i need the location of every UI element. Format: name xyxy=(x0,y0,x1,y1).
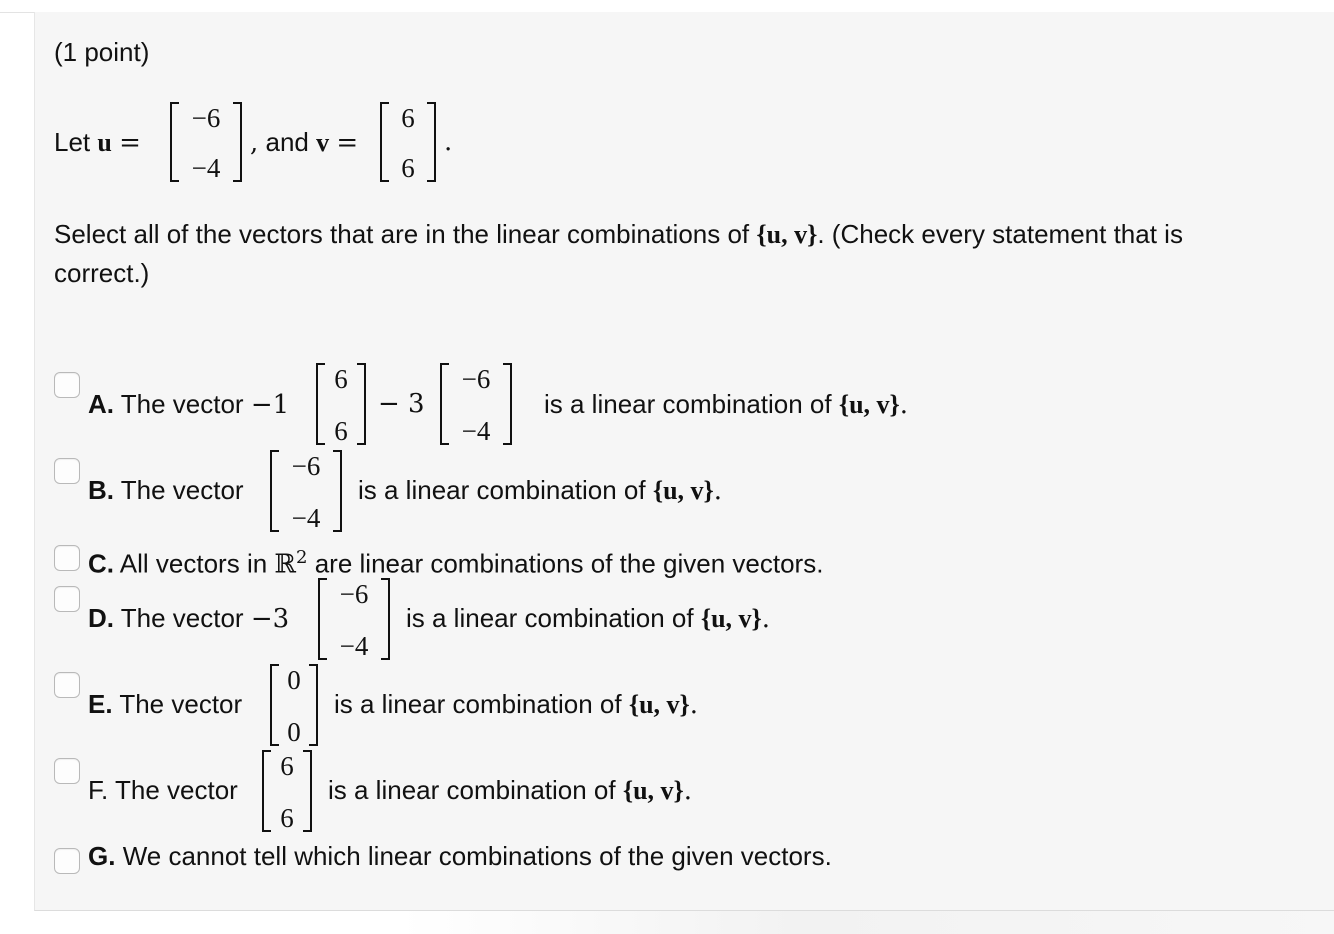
option-b-suffix-text: is a linear combination of xyxy=(358,475,646,505)
option-f-set: {u, v} xyxy=(622,776,684,805)
option-a-vector-2-entry-2: −4 xyxy=(461,416,491,446)
option-a-vector-1 xyxy=(316,363,366,445)
v-vector-entry-2: 6 xyxy=(401,153,415,183)
option-b-checkbox[interactable] xyxy=(54,458,80,484)
option-b-vector-entry-2: −4 xyxy=(291,503,321,533)
instruction-set: {u, v} xyxy=(756,220,818,249)
comma: , xyxy=(250,128,259,158)
option-e-checkbox[interactable] xyxy=(54,672,80,698)
u-symbol: u xyxy=(97,128,112,157)
page-footer-area xyxy=(0,911,1334,934)
option-a-suffix-text: is a linear combination of xyxy=(544,389,832,419)
points-label: (1 point) xyxy=(54,37,150,67)
u-vector-entry-2: −4 xyxy=(191,153,221,183)
option-e-vector-entry-1: 0 xyxy=(287,665,301,695)
option-g-statement: We cannot tell which linear combinations of the given vectors. xyxy=(122,841,832,871)
option-d-set: {u, v} xyxy=(700,604,762,633)
option-e-text: The vector xyxy=(119,689,243,719)
option-e-letter: E. xyxy=(88,689,113,719)
v-symbol: v xyxy=(316,128,330,157)
option-b-set: {u, v} xyxy=(652,476,714,505)
option-d-checkbox[interactable] xyxy=(54,586,80,612)
option-d-vector xyxy=(318,578,390,660)
option-f-prefix xyxy=(88,775,238,805)
option-d-end: . xyxy=(761,604,771,634)
u-vector xyxy=(170,102,242,182)
option-b-vector-entry-1: −6 xyxy=(291,451,321,481)
option-c-text xyxy=(88,543,823,580)
option-g-text xyxy=(88,841,832,871)
option-c-prefix: All vectors in xyxy=(119,548,268,579)
option-d-vector-entry-2: −4 xyxy=(339,631,369,661)
option-b-vector xyxy=(270,450,342,532)
option-d-suffix-text: is a linear combination of xyxy=(406,603,694,633)
option-a-letter: A. xyxy=(88,389,114,419)
option-c-suffix: are linear combinations of the given vectors. xyxy=(314,548,824,579)
option-a-vector-1-entry-2: 6 xyxy=(334,416,348,446)
option-e-prefix xyxy=(88,689,242,719)
option-d-coef: −3 xyxy=(250,604,290,634)
option-c-exponent: 2 xyxy=(296,547,308,568)
option-a-coef: −1 xyxy=(250,390,290,420)
option-b-prefix xyxy=(88,475,244,505)
v-vector-entry-1: 6 xyxy=(401,103,415,133)
option-f-checkbox[interactable] xyxy=(54,758,80,784)
option-f-vector-entry-2: 6 xyxy=(280,803,294,833)
and-word: and xyxy=(265,127,309,157)
instruction-line-1 xyxy=(54,219,1183,250)
option-a-vector-1-entry-1: 6 xyxy=(334,364,348,394)
equals-sign: = xyxy=(119,128,141,158)
and-text xyxy=(250,127,358,158)
let-word: Let xyxy=(54,127,91,157)
option-g-checkbox[interactable] xyxy=(54,848,80,874)
option-a-end: . xyxy=(899,390,909,420)
option-a-suffix xyxy=(544,389,908,420)
option-d-vector-entry-1: −6 xyxy=(339,579,369,609)
option-e-vector xyxy=(270,664,318,746)
option-f-end: . xyxy=(683,776,693,806)
option-b-text: The vector xyxy=(120,475,244,505)
u-vector-entry-1: −6 xyxy=(191,103,221,133)
let-text xyxy=(54,127,141,158)
option-f-letter: F. xyxy=(88,775,109,805)
option-d-text: The vector xyxy=(120,603,244,633)
option-a-set: {u, v} xyxy=(838,390,900,419)
option-b-letter: B. xyxy=(88,475,114,505)
option-c-checkbox[interactable] xyxy=(54,545,80,571)
option-f-suffix-text: is a linear combination of xyxy=(328,775,616,805)
option-e-vector-entry-2: 0 xyxy=(287,717,301,747)
option-d-letter: D. xyxy=(88,603,114,633)
option-b-end: . xyxy=(713,476,723,506)
option-c-letter: C. xyxy=(88,548,114,579)
option-a-vector-2 xyxy=(440,363,512,445)
instruction-line-2: correct.) xyxy=(54,258,150,288)
option-g-letter: G. xyxy=(88,841,116,871)
option-e-end: . xyxy=(689,690,699,720)
instruction-text-end: . (Check every statement that is xyxy=(817,219,1183,249)
option-d-suffix xyxy=(406,603,770,634)
option-f-vector-entry-1: 6 xyxy=(280,751,294,781)
option-f-suffix xyxy=(328,775,692,806)
v-vector xyxy=(380,102,436,182)
equals-sign-2: = xyxy=(336,128,359,158)
option-a-vector-2-entry-1: −6 xyxy=(461,364,491,394)
option-d-prefix xyxy=(88,603,289,634)
option-a-prefix xyxy=(88,389,289,420)
option-e-suffix xyxy=(334,689,698,720)
option-b-suffix xyxy=(358,475,722,506)
option-a-operator: − 3 xyxy=(378,389,425,419)
option-f-vector xyxy=(262,750,312,832)
option-e-set: {u, v} xyxy=(628,690,690,719)
option-a-text: The vector xyxy=(120,389,244,419)
option-c-space: ℝ xyxy=(274,549,297,580)
option-e-suffix-text: is a linear combination of xyxy=(334,689,622,719)
given-period: . xyxy=(444,127,453,157)
option-a-checkbox[interactable] xyxy=(54,372,80,398)
instruction-text: Select all of the vectors that are in the linear combinations of xyxy=(54,219,750,249)
option-f-text: The vector xyxy=(115,775,238,805)
